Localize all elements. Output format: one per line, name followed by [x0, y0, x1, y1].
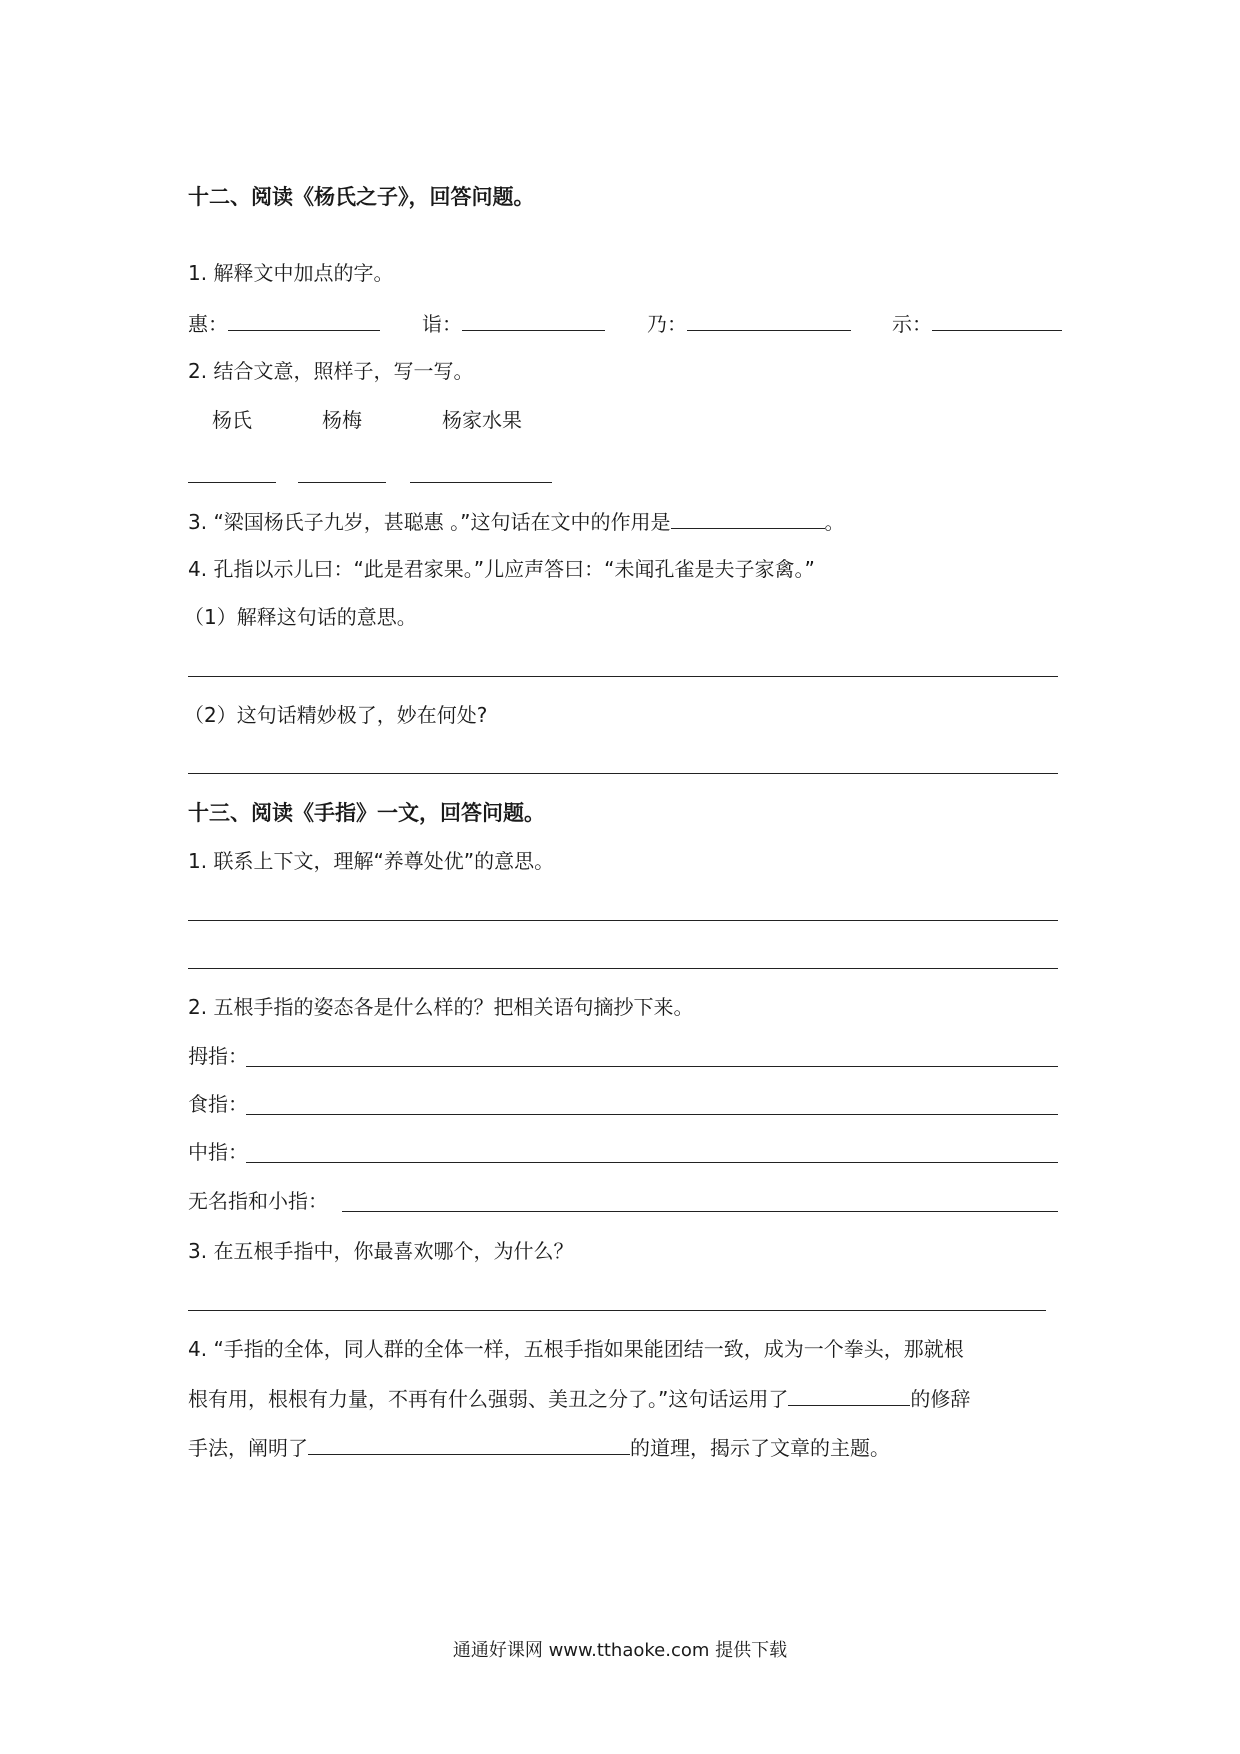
s12-question-1: 1. 解释文中加点的字。 — [188, 261, 394, 285]
s12-q3-blank[interactable] — [671, 506, 825, 529]
s13-q4-line-2-end: 的修辞 — [910, 1387, 971, 1411]
example-2: 杨梅 — [322, 408, 362, 432]
s12-q4-sub-2: （2）这句话精妙极了，妙在何处? — [184, 703, 488, 727]
field-shi-label: 示： — [892, 312, 932, 336]
s13-q4-line-3-end: 的道理，揭示了文章的主题。 — [630, 1436, 890, 1460]
section-12-title: 十二、阅读《杨氏之子》，回答问题。 — [188, 185, 535, 209]
field-nai — [647, 308, 851, 339]
s13-q4-line-2-text: 根有用，根根有力量，不再有什么强弱、美丑之分了。”这句话运用了 — [188, 1387, 789, 1411]
s13-q3-answer-line[interactable] — [188, 1310, 1046, 1311]
s13-question-3: 3. 在五根手指中，你最喜欢哪个，为什么？ — [188, 1239, 574, 1263]
finger-ring-little-answer-line[interactable] — [342, 1211, 1058, 1212]
example-answer-blank-2[interactable] — [298, 482, 386, 483]
field-hui-label: 惠： — [188, 312, 228, 336]
s13-q1-answer-line-1[interactable] — [188, 920, 1058, 921]
field-shi — [892, 308, 1062, 339]
field-nai-blank[interactable] — [687, 308, 851, 331]
s13-question-4-line-2 — [188, 1383, 1058, 1414]
example-answer-blank-1[interactable] — [188, 482, 276, 483]
example-answer-blank-3[interactable] — [410, 482, 552, 483]
field-shi-blank[interactable] — [932, 308, 1062, 331]
finger-thumb-answer-line[interactable] — [246, 1066, 1058, 1067]
s12-q4-sub-1-answer-line[interactable] — [188, 676, 1058, 677]
finger-thumb-label: 拇指： — [188, 1044, 248, 1068]
example-3: 杨家水果 — [442, 408, 522, 432]
field-nai-label: 乃： — [647, 312, 687, 336]
s12-question-4: 4. 孔指以示儿曰：“此是君家果。”儿应声答曰：“未闻孔雀是夫子家禽。” — [188, 557, 815, 581]
s13-q4-meaning-blank[interactable] — [308, 1432, 630, 1455]
s12-question-3 — [188, 506, 1058, 537]
s12-q4-sub-1: （1）解释这句话的意思。 — [184, 605, 417, 629]
s12-q4-sub-2-answer-line[interactable] — [188, 773, 1058, 774]
finger-middle-label: 中指： — [188, 1140, 248, 1164]
field-hui-blank[interactable] — [228, 308, 380, 331]
section-13-title: 十三、阅读《手指》一文，回答问题。 — [188, 801, 545, 825]
s13-question-4-line-3 — [188, 1432, 1058, 1463]
page-footer: 通通好课网 www.tthaoke.com 提供下载 — [452, 1640, 788, 1661]
s13-q4-rhetoric-blank[interactable] — [788, 1383, 910, 1406]
s13-question-4-line-1: 4. “手指的全体，同人群的全体一样，五根手指如果能团结一致，成为一个拳头，那就根 — [188, 1337, 964, 1361]
field-yi — [422, 308, 605, 339]
field-yi-blank[interactable] — [462, 308, 605, 331]
finger-ring-little-label: 无名指和小指： — [188, 1189, 328, 1213]
s12-q3-text: 3. “梁国杨氏子九岁，甚聪惠 。”这句话在文中的作用是 — [188, 510, 671, 534]
field-yi-label: 诣： — [422, 312, 462, 336]
s13-q1-answer-line-2[interactable] — [188, 968, 1058, 969]
field-hui — [188, 308, 380, 339]
s12-question-2: 2. 结合文意，照样子，写一写。 — [188, 359, 474, 383]
finger-middle-answer-line[interactable] — [246, 1162, 1058, 1163]
finger-index-answer-line[interactable] — [246, 1114, 1058, 1115]
finger-index-label: 食指： — [188, 1092, 248, 1116]
s12-q3-end: 。 — [824, 510, 845, 534]
s13-question-2: 2. 五根手指的姿态各是什么样的？把相关语句摘抄下来。 — [188, 995, 694, 1019]
example-1: 杨氏 — [212, 408, 252, 432]
s13-question-1: 1. 联系上下文，理解“养尊处优”的意思。 — [188, 849, 555, 873]
s13-q4-line-3-text: 手法，阐明了 — [188, 1436, 308, 1460]
